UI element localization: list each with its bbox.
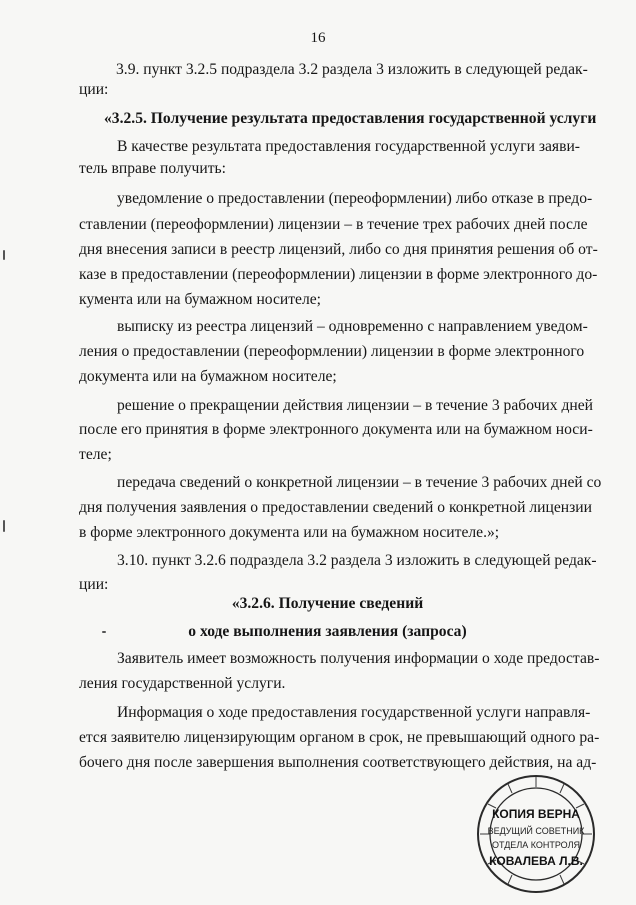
text-line: документа или на бумажном носителе; [79, 368, 337, 385]
text-line: уведомление о предоставлении (переоформлении) либо отказе в предо- [117, 190, 593, 207]
text-line: после его принятия в форме электронного документа или на бумажном носи- [79, 421, 593, 438]
text-line: ставлении (переоформлении) лицензии – в течение трех рабочих дней после [79, 216, 588, 233]
text-line: решение о прекращении действия лицензии – в течение 3 рабочих дней [117, 397, 594, 414]
text-line: ления о предоставлении (переоформлении) лицензии в форме электронного [79, 343, 585, 360]
text-line: 3.10. пункт 3.2.6 подраздела 3.2 раздела 3 изложить в следующей редак- [117, 552, 597, 569]
text-line: в форме электронного документа или на бумажном носителе.»; [79, 524, 500, 541]
stamp-line-1: КОПИЯ ВЕРНА [492, 807, 580, 821]
text-line: ции: [79, 81, 109, 98]
text-line: 3.9. пункт 3.2.5 подраздела 3.2 раздела 3 изложить в следующей редак- [116, 61, 588, 78]
text-line: Заявитель имеет возможность получения информации о ходе предостав- [117, 650, 600, 667]
text-line: о ходе выполнения заявления (запроса) [188, 623, 467, 640]
stamp-line-2: ВЕДУЩИЙ СОВЕТНИК [487, 826, 585, 836]
text-line: кумента или на бумажном носителе; [79, 291, 322, 308]
text-line: теле; [79, 446, 112, 463]
text-line: бочего дня после завершения выполнения соответствующего действия, на ад- [79, 754, 597, 771]
text-line: дня получения заявления о предоставлении сведений о конкретной лицензии [79, 499, 592, 516]
page-number: 16 [310, 30, 326, 46]
text-line: «3.2.5. Получение результата предоставления государственной услуги [104, 110, 597, 127]
text-line: казе в предоставлении (переоформлении) лицензии в форме электронного до- [79, 266, 598, 283]
text-line: ется заявителю лицензирующим органом в срок, не превышающий одного ра- [79, 729, 600, 746]
stamp-line-4: КОВАЛЕВА Л.В. [489, 854, 583, 868]
text-line: передача сведений о конкретной лицензии – в течение 3 рабочих дней со [117, 474, 602, 491]
scan-artifact [3, 250, 5, 260]
stamp-line-3: ОТДЕЛА КОНТРОЛЯ [492, 840, 580, 850]
certification-stamp [474, 772, 598, 896]
text-line: выписку из реестра лицензий – одновременно с направлением уведом- [117, 318, 588, 335]
text-line: тель вправе получить: [79, 160, 227, 177]
text-line: В качестве результата предоставления государственной услуги заяви- [117, 138, 580, 155]
text-line: «3.2.6. Получение сведений [231, 595, 424, 612]
scan-artifact [102, 631, 106, 633]
text-line: Информация о ходе предоставления государственной услуги направля- [117, 704, 591, 721]
text-line: дня внесения записи в реестр лицензий, либо со дня принятия решения об от- [79, 241, 598, 258]
text-line: ции: [79, 576, 109, 593]
scan-artifact [3, 520, 5, 532]
text-line: ления государственной услуги. [79, 675, 286, 692]
